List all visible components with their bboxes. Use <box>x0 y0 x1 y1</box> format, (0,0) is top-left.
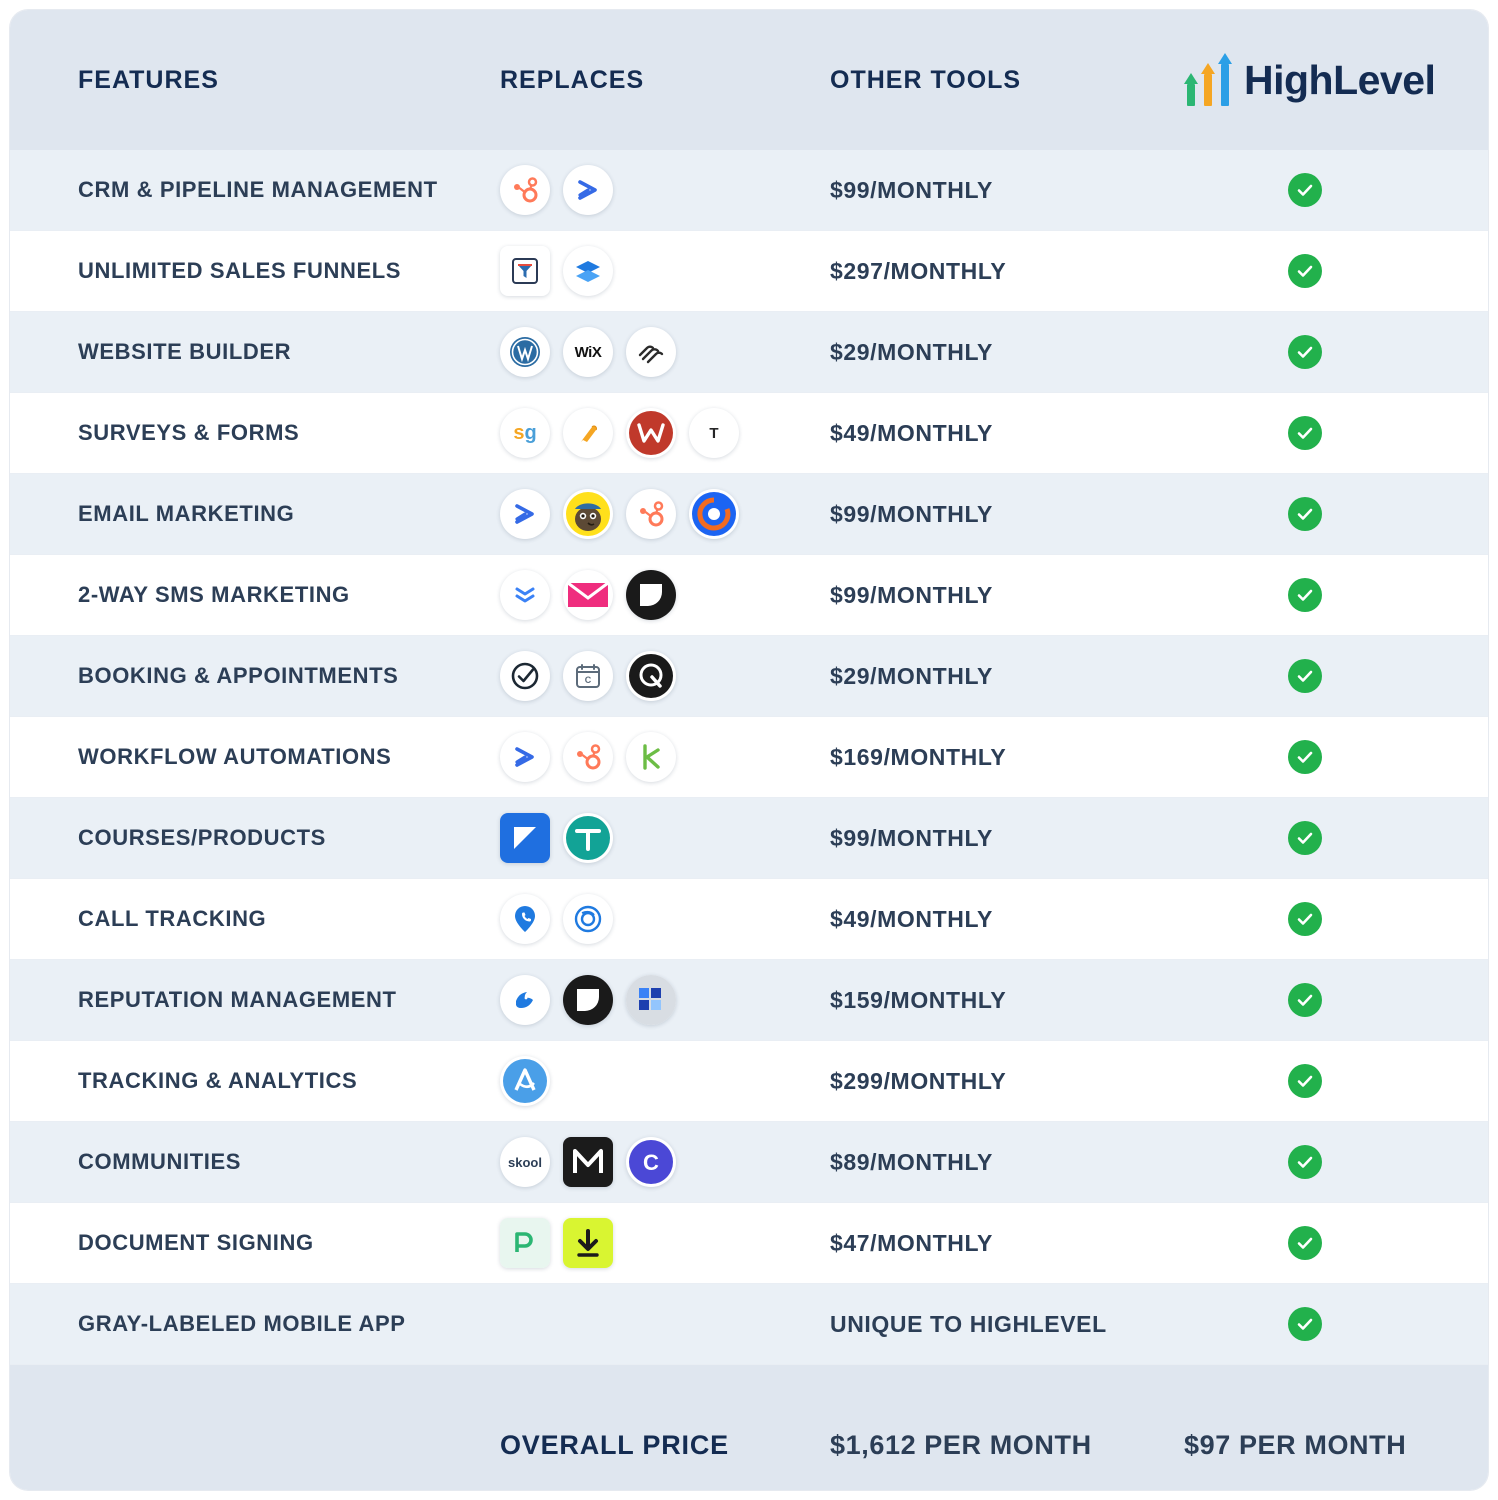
table-row <box>10 1203 1488 1284</box>
feature-name: COMMUNITIES <box>78 1149 242 1174</box>
check-icon <box>1288 821 1322 855</box>
highlevel-logo <box>1170 54 1488 106</box>
check-icon <box>1288 1145 1322 1179</box>
check-icon <box>1288 173 1322 207</box>
wordpress-icon <box>500 327 550 377</box>
analytics-icon <box>500 1056 550 1106</box>
wix-icon: WiX <box>563 327 613 377</box>
oncehub-icon <box>626 651 676 701</box>
check-icon <box>1288 983 1322 1017</box>
feature-name: SURVEYS & FORMS <box>78 420 300 445</box>
other-price: $99/MONTHLY <box>830 581 993 608</box>
mighty-networks-icon <box>563 1137 613 1187</box>
twilio-icon <box>563 975 613 1025</box>
check-icon <box>1288 254 1322 288</box>
feature-name: 2-WAY SMS MARKETING <box>78 582 350 607</box>
twilio-icon <box>626 570 676 620</box>
table-row <box>10 717 1488 798</box>
feature-name: CALL TRACKING <box>78 906 267 931</box>
kajabi-icon <box>500 813 550 863</box>
table-header <box>10 10 1488 150</box>
docusign-icon <box>563 1218 613 1268</box>
table-row <box>10 798 1488 879</box>
table-row <box>10 636 1488 717</box>
check-icon <box>1288 335 1322 369</box>
replaces-logos <box>500 327 820 377</box>
table-row <box>10 960 1488 1041</box>
other-price: $99/MONTHLY <box>830 176 993 203</box>
other-price: $99/MONTHLY <box>830 824 993 851</box>
callrail-icon <box>500 894 550 944</box>
table-row <box>10 393 1488 474</box>
teachable-icon <box>563 813 613 863</box>
table-row <box>10 1122 1488 1203</box>
replaces-logos <box>500 975 820 1025</box>
check-icon <box>1288 1064 1322 1098</box>
table-footer <box>10 1365 1488 1490</box>
check-icon <box>1288 1307 1322 1341</box>
feature-name: EMAIL MARKETING <box>78 501 295 526</box>
replaces-logos <box>500 408 820 458</box>
other-price: UNIQUE TO HIGHLEVEL <box>830 1310 1107 1337</box>
activecampaign-icon <box>563 165 613 215</box>
birdeye-icon <box>500 975 550 1025</box>
jotform-icon <box>563 408 613 458</box>
table-row <box>10 879 1488 960</box>
feature-name: WORKFLOW AUTOMATIONS <box>78 744 392 769</box>
typeform-icon: T <box>689 408 739 458</box>
check-icon <box>1288 740 1322 774</box>
other-price: $49/MONTHLY <box>830 905 993 932</box>
table-row <box>10 474 1488 555</box>
feature-name: DOCUMENT SIGNING <box>78 1230 314 1255</box>
replaces-logos <box>500 813 820 863</box>
hubspot-icon <box>500 165 550 215</box>
feature-name: CRM & PIPELINE MANAGEMENT <box>78 177 438 202</box>
svg-text:C: C <box>643 1150 659 1175</box>
replaces-logos <box>500 1137 820 1187</box>
header-features: FEATURES <box>78 65 219 94</box>
pandadoc-icon <box>500 1218 550 1268</box>
skool-icon: skool <box>500 1137 550 1187</box>
squarespace-icon <box>626 327 676 377</box>
circle-icon <box>626 1137 676 1187</box>
feature-name: TRACKING & ANALYTICS <box>78 1068 358 1093</box>
feature-name: UNLIMITED SALES FUNNELS <box>78 258 402 283</box>
acuity-icon <box>500 651 550 701</box>
textmagic-icon <box>563 570 613 620</box>
header-other-tools: OTHER TOOLS <box>830 65 1022 94</box>
svg-text:C: C <box>584 675 592 685</box>
replaces-logos <box>500 1056 820 1106</box>
table-row <box>10 150 1488 231</box>
table-row <box>10 1284 1488 1365</box>
constantcontact-icon <box>689 489 739 539</box>
clickfunnels-icon <box>500 246 550 296</box>
other-price: $29/MONTHLY <box>830 662 993 689</box>
other-price: $89/MONTHLY <box>830 1148 993 1175</box>
check-icon <box>1288 416 1322 450</box>
replaces-logos <box>500 894 820 944</box>
callfire-icon <box>563 894 613 944</box>
replaces-logos <box>500 732 820 782</box>
check-icon <box>1288 902 1322 936</box>
other-price: $297/MONTHLY <box>830 257 1007 284</box>
keap-icon <box>626 732 676 782</box>
table-row <box>10 312 1488 393</box>
other-price: $169/MONTHLY <box>830 743 1007 770</box>
other-price: $47/MONTHLY <box>830 1229 993 1256</box>
arrows-icon <box>1184 54 1232 106</box>
table-body <box>10 150 1488 1365</box>
other-price: $99/MONTHLY <box>830 500 993 527</box>
check-icon <box>1288 1226 1322 1260</box>
replaces-logos <box>500 651 820 701</box>
mailchimp-icon <box>563 489 613 539</box>
feature-name: BOOKING & APPOINTMENTS <box>78 663 399 688</box>
header-replaces: REPLACES <box>500 65 645 94</box>
hubspot-icon <box>626 489 676 539</box>
highlevel-total: $97 PER MONTH <box>1184 1429 1407 1460</box>
replaces-logos <box>500 1218 820 1268</box>
replaces-logos <box>500 165 820 215</box>
other-price: $29/MONTHLY <box>830 338 993 365</box>
wufoo-icon <box>626 408 676 458</box>
replaces-logos <box>500 246 820 296</box>
replaces-logos <box>500 570 820 620</box>
check-icon <box>1288 659 1322 693</box>
check-icon <box>1288 497 1322 531</box>
replaces-logos <box>500 489 820 539</box>
overall-price-label: OVERALL PRICE <box>500 1429 729 1460</box>
calendly-icon <box>563 651 613 701</box>
podium-icon <box>626 975 676 1025</box>
other-price: $299/MONTHLY <box>830 1067 1007 1094</box>
leadpages-icon <box>563 246 613 296</box>
feature-name: WEBSITE BUILDER <box>78 339 292 364</box>
hubspot-icon <box>563 732 613 782</box>
table-row <box>10 1041 1488 1122</box>
surveygizmo-icon: sg <box>500 408 550 458</box>
feature-name: GRAY-LABELED MOBILE APP <box>78 1311 406 1336</box>
table-row <box>10 231 1488 312</box>
table-row <box>10 555 1488 636</box>
other-tools-total: $1,612 PER MONTH <box>830 1429 1092 1460</box>
check-icon <box>1288 578 1322 612</box>
activecampaign-icon <box>500 732 550 782</box>
highlevel-wordmark: HighLevel <box>1244 56 1436 103</box>
feature-name: COURSES/PRODUCTS <box>78 825 326 850</box>
salesmsg-icon <box>500 570 550 620</box>
other-price: $49/MONTHLY <box>830 419 993 446</box>
comparison-table <box>10 10 1488 1490</box>
feature-name: REPUTATION MANAGEMENT <box>78 987 397 1012</box>
other-price: $159/MONTHLY <box>830 986 1007 1013</box>
activecampaign-icon <box>500 489 550 539</box>
